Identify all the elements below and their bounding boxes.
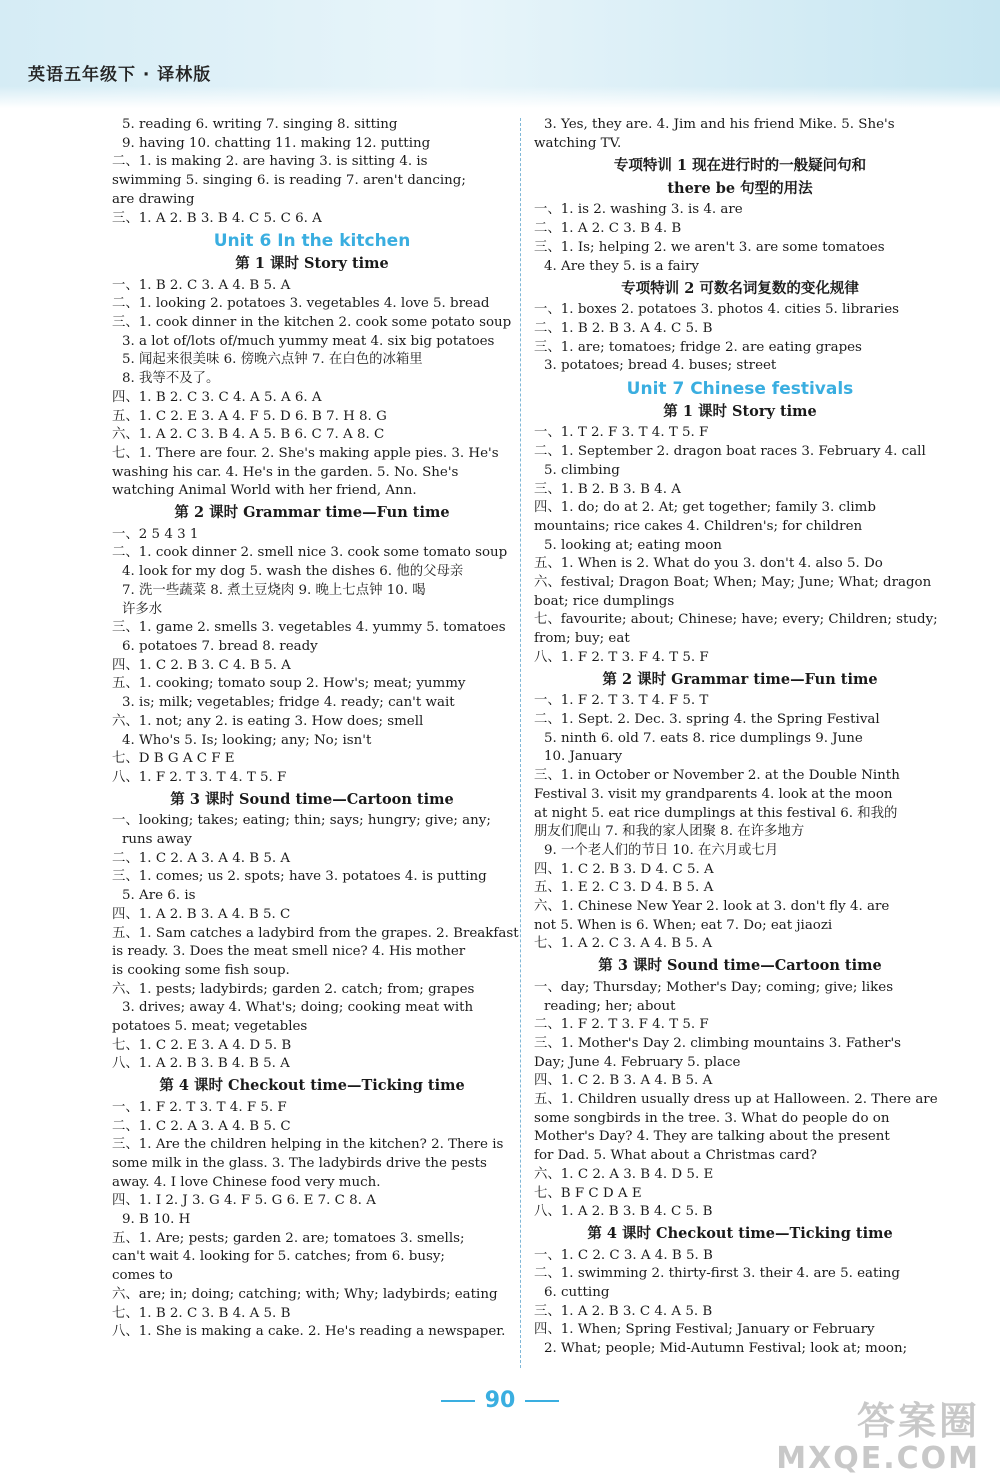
special-training-heading: there be 句型的用法: [667, 180, 813, 198]
answer-line: 七、favourite; about; Chinese; have; every; Children; study;: [534, 612, 938, 628]
answer-line: swimming 5. singing 6. is reading 7. aren't dancing;: [112, 173, 466, 189]
answer-line: 一、1. C 2. C 3. A 4. B 5. B: [534, 1247, 713, 1263]
unit-heading: Unit 6 In the kitchen: [213, 231, 411, 252]
answer-line: 三、1. in October or November 2. at the Double Ninth: [534, 768, 900, 784]
answer-line: 七、B F C D A E: [534, 1185, 642, 1201]
answer-line: 七、1. There are four. 2. She's making apple pies. 3. He's: [112, 445, 499, 461]
answer-line: 七、D B G A C F E: [112, 751, 235, 767]
answer-line: 许多水: [122, 601, 163, 617]
special-training-heading: 专项特训 2 可数名词复数的变化规律: [621, 280, 859, 298]
answer-line: 5. 闻起来很美味 6. 傍晚六点钟 7. 在白色的冰箱里: [122, 352, 423, 368]
answer-line: 一、1. T 2. F 3. T 4. T 5. F: [534, 425, 709, 441]
lesson-heading: 第 1 课时 Story time: [663, 402, 817, 420]
answer-line: 六、are; in; doing; catching; with; Why; ladybirds; eating: [112, 1286, 498, 1302]
left-answer-column: [112, 116, 519, 1342]
answer-line: 10. January: [544, 749, 623, 765]
answer-line: 六、1. Chinese New Year 2. look at 3. don't fly 4. are: [534, 899, 890, 915]
answer-line: 一、1. boxes 2. potatoes 3. photos 4. cities 5. libraries: [534, 302, 900, 318]
answer-line: 5. ninth 6. old 7. eats 8. rice dumplings 9. June: [544, 730, 863, 746]
answer-line: 6. cutting: [544, 1285, 610, 1301]
answer-line: 二、1. looking 2. potatoes 3. vegetables 4. love 5. bread: [112, 296, 490, 312]
unit-heading: Unit 7 Chinese festivals: [626, 379, 854, 400]
answer-line: 八、1. She is making a cake. 2. He's reading a newspaper.: [112, 1324, 506, 1340]
answer-line: runs away: [122, 832, 192, 848]
answer-line: 二、1. Sept. 2. Dec. 3. spring 4. the Spring Festival: [534, 711, 880, 727]
answer-line: 六、1. C 2. A 3. B 4. D 5. E: [534, 1166, 714, 1182]
answer-line: 四、1. C 2. B 3. D 4. C 5. A: [534, 861, 714, 877]
answer-line: 9. having 10. chatting 11. making 12. putting: [122, 135, 431, 151]
right-answer-column: [534, 116, 946, 1359]
answer-line: 四、1. B 2. C 3. C 4. A 5. A 6. A: [112, 389, 322, 405]
answer-line: 三、1. Are the children helping in the kitchen? 2. There is: [112, 1137, 504, 1153]
answer-line: 一、1. is 2. washing 3. is 4. are: [534, 202, 743, 218]
answer-line: 9. 一个老人们的节日 10. 在六月或七月: [544, 842, 779, 858]
answer-line: reading; her; about: [544, 998, 676, 1014]
answer-line: 4. look for my dog 5. wash the dishes 6. 他的父母亲: [122, 564, 464, 580]
answer-line: 3. a lot of/lots of/much yummy meat 4. six big potatoes: [122, 333, 495, 349]
answer-line: 一、1. B 2. C 3. A 4. B 5. A: [112, 277, 291, 293]
answer-line: 9. B 10. H: [122, 1212, 191, 1228]
answer-line: washing his car. 4. He's in the garden. 5. No. She's: [112, 464, 459, 480]
lesson-heading: 第 4 课时 Checkout time—Ticking time: [587, 1224, 893, 1242]
answer-line: 八、1. F 2. T 3. F 4. T 5. F: [534, 649, 709, 665]
answer-line: 5. looking at; eating moon: [544, 537, 722, 553]
answer-line: Festival 3. visit my grandparents 4. look at the moon: [534, 786, 893, 802]
answer-line: is cooking some fish soup.: [112, 962, 290, 978]
book-title: 英语五年级下 · 译林版: [28, 65, 212, 85]
answer-line: 七、1. A 2. C 3. A 4. B 5. A: [534, 936, 713, 952]
special-training-heading: 专项特训 1 现在进行时的一般疑问句和: [613, 157, 867, 175]
answer-line: 二、1. C 2. A 3. A 4. B 5. C: [112, 1118, 291, 1134]
answer-line: 五、1. Sam catches a ladybird from the grapes. 2. Breakfast: [112, 925, 519, 941]
answer-line: 八、1. A 2. B 3. B 4. B 5. A: [112, 1056, 290, 1072]
answer-line: 5. climbing: [544, 462, 620, 478]
answer-line: 四、1. C 2. B 3. A 4. B 5. A: [534, 1073, 713, 1089]
answer-line: boat; rice dumplings: [534, 593, 675, 609]
answer-line: 三、1. B 2. B 3. B 4. A: [534, 481, 681, 497]
answer-line: 二、1. F 2. T 3. F 4. T 5. F: [534, 1017, 709, 1033]
answer-line: mountains; rice cakes 4. Children's; for children: [534, 518, 863, 534]
answer-line: 一、looking; takes; eating; thin; says; hungry; give; any;: [112, 813, 491, 829]
answer-line: 7. 洗一些蔬菜 8. 煮土豆烧肉 9. 晚上七点钟 10. 喝: [122, 582, 426, 598]
lesson-heading: 第 3 课时 Sound time—Cartoon time: [170, 790, 454, 808]
answer-line: 六、1. A 2. C 3. B 4. A 5. B 6. C 7. A 8. C: [112, 427, 385, 443]
answer-line: are drawing: [112, 191, 195, 207]
answer-line: from; buy; eat: [534, 631, 630, 647]
answer-line: 4. Are they 5. is a fairy: [544, 258, 699, 274]
lesson-heading: 第 2 课时 Grammar time—Fun time: [602, 670, 878, 688]
answer-line: 七、1. C 2. E 3. A 4. D 5. B: [112, 1037, 292, 1053]
answer-line: 五、1. When is 2. What do you 3. don't 4. also 5. Do: [534, 556, 883, 572]
answer-line: 一、1. F 2. T 3. T 4. F 5. T: [534, 693, 709, 709]
answer-line: 一、day; Thursday; Mother's Day; coming; give; likes: [534, 979, 894, 995]
answer-line: 五、1. C 2. E 3. A 4. F 5. D 6. B 7. H 8. G: [112, 408, 387, 424]
answer-line: 二、1. cook dinner 2. smell nice 3. cook some tomato soup: [112, 545, 508, 561]
answer-line: 四、1. A 2. B 3. A 4. B 5. C: [112, 906, 291, 922]
answer-line: 三、1. A 2. B 3. B 4. C 5. C 6. A: [112, 210, 322, 226]
page-number: 90: [0, 1388, 1000, 1413]
column-divider: [520, 118, 521, 1368]
answer-line: 四、1. I 2. J 3. G 4. F 5. G 6. E 7. C 8. A: [112, 1193, 376, 1209]
answer-line: 四、1. do; do at 2. At; get together; family 3. climb: [534, 500, 876, 516]
answer-line: 五、1. cooking; tomato soup 2. How's; meat; yummy: [112, 676, 466, 692]
answer-line: 朋友们爬山 7. 和我的家人团聚 8. 在许多地方: [534, 824, 805, 840]
answer-line: 二、1. September 2. dragon boat races 3. February 4. call: [534, 444, 926, 460]
answer-line: 二、1. B 2. B 3. A 4. C 5. B: [534, 320, 713, 336]
answer-line: 二、1. C 2. A 3. A 4. B 5. A: [112, 850, 291, 866]
answer-line: 四、1. C 2. B 3. C 4. B 5. A: [112, 657, 291, 673]
answer-line: 二、1. A 2. C 3. B 4. B: [534, 221, 682, 237]
answer-line: 2. What; people; Mid-Autumn Festival; look at; moon;: [544, 1341, 908, 1357]
answer-line: potatoes 5. meat; vegetables: [112, 1019, 308, 1035]
watermark-text: 答案圈: [856, 1399, 980, 1443]
watermark-url: MXQE.COM: [776, 1441, 980, 1476]
answer-line: for Dad. 5. What about a Christmas card?: [534, 1148, 817, 1164]
answer-line: 5. Are 6. is: [122, 888, 196, 904]
answer-line: 3. is; milk; vegetables; fridge 4. ready; can't wait: [122, 695, 455, 711]
answer-line: can't wait 4. looking for 5. catches; from 6. busy;: [112, 1249, 445, 1265]
answer-line: 八、1. F 2. T 3. T 4. T 5. F: [112, 769, 287, 785]
answer-line: 五、1. Are; pests; garden 2. are; tomatoes 3. smells;: [112, 1230, 465, 1246]
answer-line: is ready. 3. Does the meat smell nice? 4. His mother: [112, 944, 466, 960]
answer-line: 二、1. swimming 2. thirty-first 3. their 4. are 5. eating: [534, 1266, 900, 1282]
answer-line: 一、1. F 2. T 3. T 4. F 5. F: [112, 1099, 287, 1115]
header-banner: [0, 0, 1000, 108]
lesson-heading: 第 2 课时 Grammar time—Fun time: [174, 504, 450, 522]
answer-line: away. 4. I love Chinese food very much.: [112, 1174, 381, 1190]
answer-line: watching Animal World with her friend, Ann.: [112, 483, 417, 499]
answer-line: at night 5. eat rice dumplings at this festival 6. 和我的: [534, 805, 898, 821]
answer-line: 三、1. cook dinner in the kitchen 2. cook some potato soup: [112, 315, 512, 331]
answer-line: 五、1. E 2. C 3. D 4. B 5. A: [534, 880, 714, 896]
answer-line: Mother's Day? 4. They are talking about the present: [534, 1129, 890, 1145]
watermark-logo: [776, 1390, 980, 1476]
answer-line: 六、1. not; any 2. is eating 3. How does; smell: [112, 713, 424, 729]
answer-line: 五、1. Children usually dress up at Halloween. 2. There are: [534, 1092, 938, 1108]
lesson-heading: 第 4 课时 Checkout time—Ticking time: [159, 1077, 465, 1095]
answer-line: watching TV.: [534, 135, 622, 151]
answer-line: 5. reading 6. writing 7. singing 8. sitting: [122, 117, 398, 132]
answer-line: 八、1. A 2. B 3. B 4. C 5. B: [534, 1204, 713, 1220]
answer-line: 4. Who's 5. Is; looking; any; No; isn't: [122, 732, 372, 748]
answer-line: Day; June 4. February 5. place: [534, 1054, 741, 1070]
answer-line: 三、1. Is; helping 2. we aren't 3. are some tomatoes: [534, 239, 885, 255]
answer-line: 三、1. comes; us 2. spots; have 3. potatoes 4. is putting: [112, 869, 487, 885]
answer-line: 6. potatoes 7. bread 8. ready: [122, 638, 318, 654]
answer-line: 三、1. are; tomatoes; fridge 2. are eating grapes: [534, 339, 862, 355]
lesson-heading: 第 1 课时 Story time: [235, 254, 389, 272]
answer-line: 3. drives; away 4. What's; doing; cooking meat with: [122, 1000, 474, 1016]
answer-line: 二、1. is making 2. are having 3. is sitting 4. is: [112, 154, 428, 170]
answer-line: 三、1. Mother's Day 2. climbing mountains 3. Father's: [534, 1035, 902, 1051]
answer-line: 六、festival; Dragon Boat; When; May; June; What; dragon: [534, 575, 932, 591]
answer-line: 3. potatoes; bread 4. buses; street: [544, 358, 777, 374]
answer-line: some milk in the glass. 3. The ladybirds drive the pests: [112, 1155, 487, 1171]
answer-line: 3. Yes, they are. 4. Jim and his friend Mike. 5. She's: [544, 117, 895, 132]
answer-line: 七、1. B 2. C 3. B 4. A 5. B: [112, 1305, 291, 1321]
answer-line: 一、2 5 4 3 1: [112, 526, 199, 542]
answer-line: comes to: [112, 1268, 173, 1284]
lesson-heading: 第 3 课时 Sound time—Cartoon time: [598, 957, 882, 975]
answer-line: not 5. When is 6. When; eat 7. Do; eat jiaozi: [534, 917, 833, 933]
answer-line: 8. 我等不及了。: [122, 371, 220, 387]
answer-line: 四、1. When; Spring Festival; January or February: [534, 1322, 875, 1338]
answer-line: 三、1. A 2. B 3. C 4. A 5. B: [534, 1303, 713, 1319]
answer-line: 六、1. pests; ladybirds; garden 2. catch; from; grapes: [112, 981, 475, 997]
answer-line: 三、1. game 2. smells 3. vegetables 4. yummy 5. tomatoes: [112, 620, 506, 636]
answer-line: some songbirds in the tree. 3. What do people do on: [534, 1110, 890, 1126]
